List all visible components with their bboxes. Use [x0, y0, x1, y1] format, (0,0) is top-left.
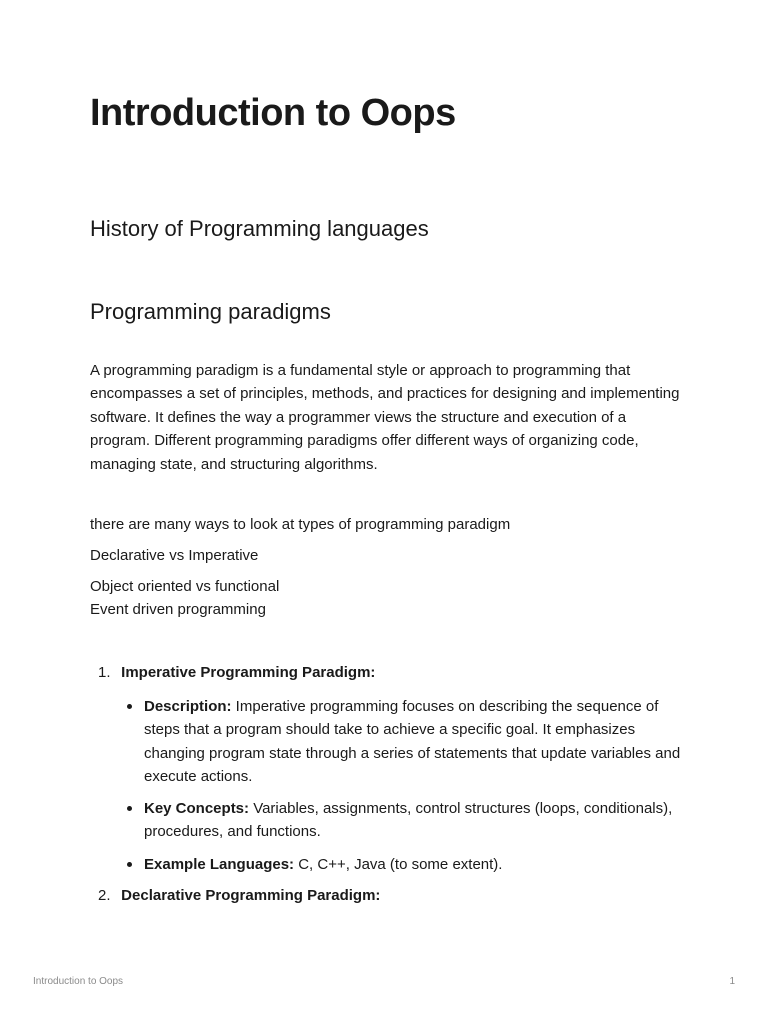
list-number: 1.	[98, 664, 111, 681]
bullet-dot-icon	[127, 806, 132, 811]
numbered-item-declarative	[98, 887, 380, 904]
text-line: Declarative vs Imperative	[90, 547, 259, 564]
bullet-label: Description:	[144, 698, 232, 715]
bullet-description	[144, 695, 689, 789]
bullet-text: Imperative programming focuses on describing the sequence of steps that a program should take to achieve a specific goal. It emphasizes changing program state through a series of statements that update variables and execute actions.	[144, 698, 681, 786]
list-item-title: Declarative Programming Paradigm:	[121, 887, 381, 904]
list-number: 2.	[98, 887, 111, 904]
heading-history: History of Programming languages	[90, 216, 429, 241]
text-line: Object oriented vs functional	[90, 578, 280, 595]
list-item-title: Imperative Programming Paradigm:	[121, 664, 376, 681]
footer-title: Introduction to Oops	[33, 976, 124, 987]
document-title: Introduction to Oops	[90, 92, 456, 134]
heading-paradigms: Programming paradigms	[90, 299, 331, 324]
bullet-label: Example Languages:	[144, 856, 295, 873]
numbered-item-imperative	[98, 664, 375, 681]
bullet-dot-icon	[127, 704, 132, 709]
intro-paragraph: A programming paradigm is a fundamental style or approach to programming that encompasses a set of principles, methods, and practices for designing and implementing software. It defines the way a programmer views the structure and execution of a program. Different programming paradigms offer different ways of organizing code, managing state, and structuring algorithms.	[90, 362, 680, 473]
bullet-text: Variables, assignments, control structures (loops, conditionals), procedures, and functions.	[144, 800, 673, 841]
bullet-dot-icon	[127, 862, 132, 867]
footer-page-number: 1	[729, 976, 735, 987]
bullet-example-languages	[144, 853, 689, 876]
text-line: there are many ways to look at types of programming paradigm	[90, 516, 511, 533]
bullet-text: C, C++, Java (to some extent).	[294, 856, 503, 873]
bullet-label: Key Concepts:	[144, 800, 250, 817]
text-line: Event driven programming	[90, 601, 266, 618]
bullet-key-concepts	[144, 797, 689, 844]
